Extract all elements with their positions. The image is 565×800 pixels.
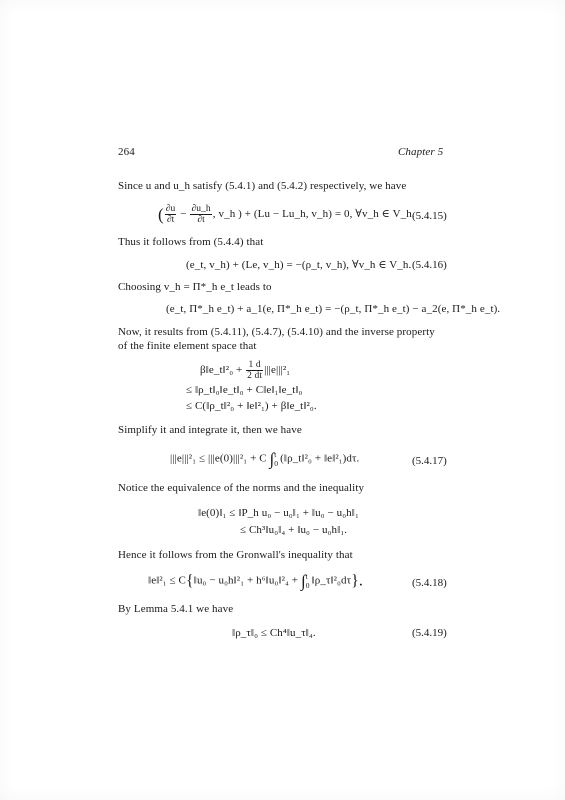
paragraph-4a: Now, it results from (5.4.11), (5.4.7), (5.4.10) and the inverse property (118, 326, 435, 338)
paragraph-3: Choosing v_h = Π*_h e_t leads to (118, 281, 272, 293)
equation-number-5-4-19: (5.4.19) (412, 627, 447, 639)
eq1-open-paren: ( (158, 205, 164, 224)
equation-number-5-4-18: (5.4.18) (412, 577, 447, 589)
paragraph-5: Simplify it and integrate it, then we have (118, 424, 302, 436)
chapter-heading: Chapter 5 (398, 146, 444, 158)
inequality-line-3: ≤ C(‖ρ_t‖²₀ + ‖e‖²₁) + β‖e_t‖²₀. (186, 400, 317, 412)
paragraph-8: By Lemma 5.4.1 we have (118, 603, 234, 615)
paragraph-2: Thus it follows from (5.4.4) that (118, 236, 264, 248)
equation-number-5-4-15: (5.4.15) (412, 210, 447, 222)
paragraph-1: Since u and u_h satisfy (5.4.1) and (5.4.2) respectively, we have (118, 180, 407, 192)
ineq-fraction-d-dt: $\frac{1 d}{2 dt}$ (247, 360, 263, 381)
integral-sign-2: ∫ (300, 571, 306, 591)
eq1-minus: − (177, 208, 190, 221)
inequality-line-1: β‖e_t‖²₀ + $\frac{1 d}{2 dt}$ |||e|||²₁ (200, 360, 291, 381)
paragraph-4b: of the finite element space that (118, 340, 257, 352)
equation-choosing: (e_t, Π*_h e_t) + a_1(e, Π*_h e_t) = −(ρ_t, Π*_h e_t) − a_2(e, Π*_h e_t). (166, 303, 501, 315)
paragraph-7: Hence it follows from the Gronwall's inequality that (118, 549, 353, 561)
inequality-line-2: ≤ ‖ρ_t‖₀‖e_t‖₀ + C‖e‖₁‖e_t‖₀ (186, 384, 303, 396)
norm-line-2: ≤ Ch³‖u₀‖₄ + ‖u₀ − u₀h‖₁. (240, 524, 348, 536)
eq1-fraction-duh-dt: $\frac{\partial u\_h}{\partial t}$ (191, 204, 211, 225)
paragraph-6: Notice the equivalence of the norms and the inequality (118, 482, 365, 494)
eq1-rest: , v_h ) + (Lu − Lu_h, v_h) = 0, ∀v_h ∈ V_h. (212, 208, 415, 221)
equation-5-4-19: ‖ρ_τ‖₀ ≤ Ch⁴‖u_τ‖₄. (232, 627, 316, 639)
page-number: 264 (118, 146, 135, 158)
equation-5-4-16: (e_t, v_h) + (Le, v_h) = −(ρ_t, v_h), ∀v_h ∈ V_h. (186, 259, 412, 271)
equation-5-4-17: |||e|||²₁ ≤ |||e(0)|||²₁ + C ∫ t 0 (‖ρ_t‖²₀ + ‖e‖²₁)dτ. (170, 449, 360, 469)
eq1-fraction-du-dt: $\frac{\partial u}{\partial t}$ (165, 204, 176, 225)
equation-number-5-4-17: (5.4.17) (412, 455, 447, 467)
norm-line-1: ‖e(0)‖₁ ≤ ‖P_h u₀ − u₀‖₁ + ‖u₀ − u₀h‖₁ (198, 507, 359, 519)
equation-5-4-18: ‖e‖²₁ ≤ C{‖u₀ − u₀h‖²₁ + h⁶‖u₀‖²₄ + ∫ t 0 ‖ρ_τ‖²₀dτ}. (148, 571, 363, 591)
integral-sign: ∫ (269, 449, 275, 469)
equation-5-4-15 (158, 204, 415, 225)
equation-number-5-4-16: (5.4.16) (412, 259, 447, 271)
